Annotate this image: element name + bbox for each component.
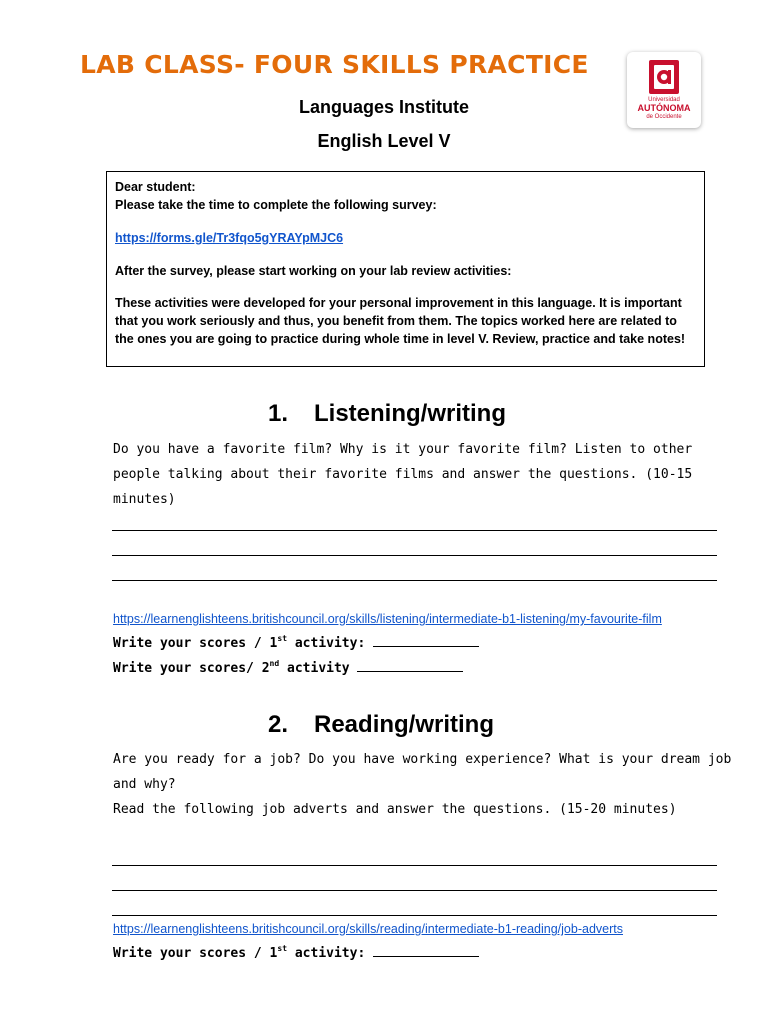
answer-line[interactable] bbox=[112, 555, 717, 556]
section-2-instruction: Read the following job adverts and answer the questions. (15-20 minutes) bbox=[113, 802, 677, 817]
score-ordinal: st bbox=[277, 634, 288, 643]
score-label-end: activity bbox=[279, 661, 358, 676]
notice-paragraph: These activities were developed for your personal improvement in this language. It is important that you work seriously and thus, you benefit from them. The topics worked here are related to the ones you are going to practice during whole time in level V. Review, practice and take notes! bbox=[115, 296, 686, 346]
answer-line[interactable] bbox=[112, 865, 717, 866]
score-2-blank[interactable] bbox=[357, 661, 463, 672]
section-1-number: 1. bbox=[268, 400, 289, 427]
institute-name: Languages Institute bbox=[298, 97, 469, 117]
score-ordinal: nd bbox=[269, 659, 280, 668]
score-ordinal: st bbox=[277, 944, 288, 953]
section-2-heading bbox=[268, 711, 494, 739]
answer-line[interactable] bbox=[112, 580, 717, 581]
logo-emblem-icon bbox=[649, 60, 679, 94]
section-2-prompt: Are you ready for a job? Do you have working experience? What is your dream job and why? bbox=[113, 752, 732, 792]
section-2-title: Reading/writing bbox=[314, 711, 494, 738]
notice-next-step: After the survey, please start working on your lab review activities: bbox=[115, 264, 512, 278]
notice-box bbox=[106, 171, 705, 367]
notice-greeting: Dear student: bbox=[115, 180, 196, 194]
score-label-end: activity: bbox=[287, 636, 374, 651]
section-2-number: 2. bbox=[268, 711, 289, 738]
score-line-3 bbox=[113, 944, 479, 961]
section-1-heading bbox=[268, 400, 506, 428]
score-3-blank[interactable] bbox=[373, 946, 479, 957]
section-1-title: Listening/writing bbox=[314, 400, 506, 427]
logo-line-2: AUTÓNOMA bbox=[637, 103, 691, 113]
course-level: English Level V bbox=[317, 131, 451, 151]
score-line-1 bbox=[113, 634, 479, 651]
score-label-end: activity: bbox=[287, 946, 374, 961]
answer-line[interactable] bbox=[112, 915, 717, 916]
section-1-prompt: Do you have a favorite film? Why is it your favorite film? Listen to other people talking about their favorite films and answer the questions. (10-15 minutes) bbox=[113, 442, 693, 507]
listening-activity-link[interactable]: https://learnenglishteens.britishcouncil.org/skills/listening/intermediate-b1-listening/my-favourite-film bbox=[113, 612, 662, 626]
page-title: LAB CLASS- FOUR SKILLS PRACTICE bbox=[80, 50, 589, 79]
reading-activity-link[interactable]: https://learnenglishteens.britishcouncil.org/skills/reading/intermediate-b1-reading/job-adverts bbox=[113, 922, 623, 936]
score-line-2 bbox=[113, 659, 463, 676]
survey-link[interactable]: https://forms.gle/Tr3fqo5gYRAYpMJC6 bbox=[115, 231, 344, 245]
notice-survey-instruction: Please take the time to complete the following survey: bbox=[115, 198, 437, 212]
score-label: Write your scores / 1 bbox=[113, 946, 278, 961]
logo-line-1: Universidad bbox=[648, 97, 680, 103]
answer-line[interactable] bbox=[112, 530, 717, 531]
answer-line[interactable] bbox=[112, 890, 717, 891]
score-label: Write your scores/ 2 bbox=[113, 661, 270, 676]
logo-line-3: de Occidente bbox=[646, 114, 682, 120]
score-label: Write your scores / 1 bbox=[113, 636, 278, 651]
score-1-blank[interactable] bbox=[373, 636, 479, 647]
